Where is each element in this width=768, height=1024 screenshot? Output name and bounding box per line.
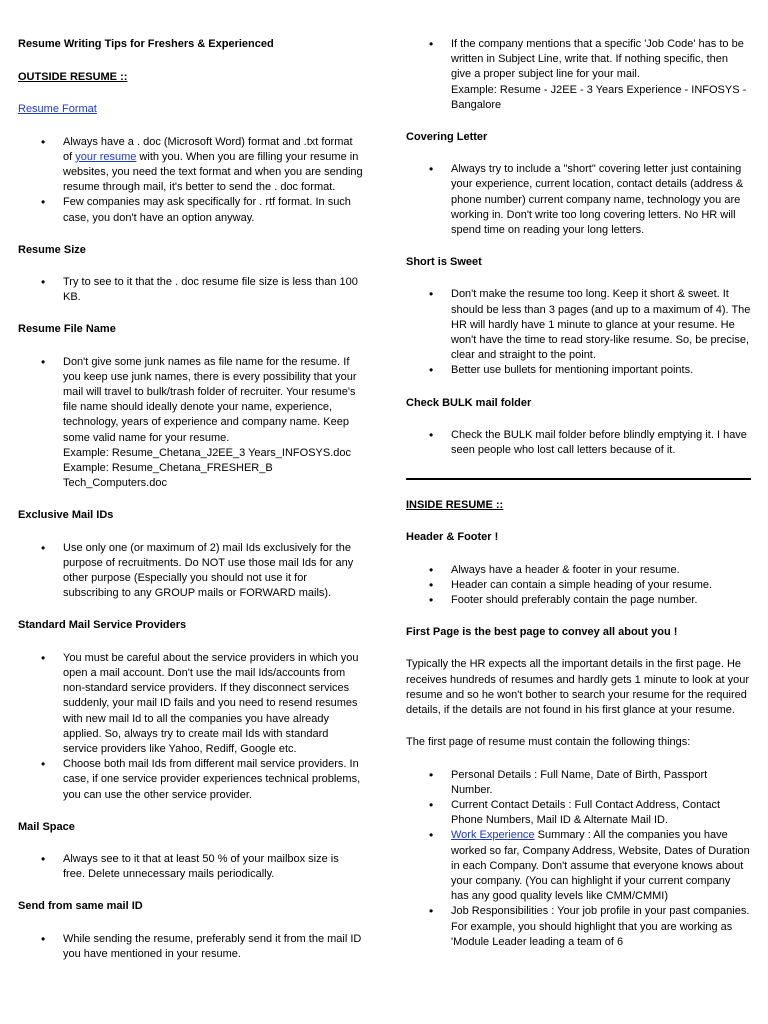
header-footer-list — [406, 563, 751, 609]
first-page-intro: The first page of resume must contain the following things: — [406, 736, 691, 749]
item-text: Summary : All the companies you have worked so far, Company Address, Website, Dates of Duration in each Company. Don't assume that everyone knows about your company. (You can highlight if your current company has any good quality levels like CMM/CMMI) — [451, 829, 750, 903]
bulk-folder-heading: Check BULK mail folder — [406, 396, 532, 409]
example-text: Example: Resume - J2EE - 3 Years Experience - INFOSYS - Bangalore — [451, 83, 747, 111]
mail-space-heading: Mail Space — [18, 820, 75, 833]
example-text: Example: Resume_Chetana_FRESHER_B Tech_Computers.doc — [63, 462, 273, 490]
inside-resume-heading — [406, 498, 751, 513]
resume-format-list — [18, 135, 363, 226]
list-item: • Header can contain a simple heading of your resume. — [451, 578, 751, 593]
header-footer-heading: Header & Footer ! — [406, 531, 499, 544]
list-item — [451, 37, 751, 113]
list-item: • Always try to include a "short" covering letter just containing your experience, current location, contact details (address & phone number) current company name, technology you are working in. Don't write too long covering letters. No HR will spend time on reading your long letters. — [451, 162, 751, 238]
exclusive-mail-list — [18, 541, 363, 602]
first-page-heading: First Page is the best page to convey all about you ! — [406, 626, 678, 639]
exclusive-mail-heading: Exclusive Mail IDs — [18, 509, 114, 522]
example-text: Example: Resume_Chetana_J2EE_3 Years_INFOSYS.doc — [63, 446, 351, 459]
item-text: Don't give some junk names as file name for the resume. If you keep use junk names, there is every possibility that your mail will travel to bulk/trash folder of recruiter. Your resume's file name should ideally denote your name, experience, technology, years of experience and company name. Keep some valid name for your resume. — [63, 355, 357, 444]
document-title: Resume Writing Tips for Freshers & Experienced — [18, 38, 274, 50]
list-item: • Footer should preferably contain the page number. — [451, 593, 751, 608]
send-same-list — [18, 932, 363, 962]
short-sweet-heading: Short is Sweet — [406, 256, 482, 269]
right-column — [406, 0, 751, 950]
list-item: • Always see to it that at least 50 % of your mailbox size is free. Delete unnecessary mails periodically. — [63, 852, 363, 882]
outside-resume-heading — [18, 70, 363, 85]
list-item: • Use only one (or maximum of 2) mail Ids exclusively for the purpose of recruitments. Do NOT use those mail Ids for any other purpose (Especially you should not use it for subscribing to any GROUP mails or FORWARD mails). — [63, 541, 363, 602]
list-item: • Personal Details : Full Name, Date of Birth, Passport Number. — [451, 768, 751, 798]
list-item: • While sending the resume, preferably send it from the mail ID you have mentioned in your resume. — [63, 932, 363, 962]
standard-providers-heading: Standard Mail Service Providers — [18, 619, 187, 632]
item-text: Always have a . doc (Microsoft Word) format and .txt format of — [63, 135, 353, 163]
list-item: • You must be careful about the service providers in which you open a mail account. Don't use the mail Ids/accounts from non-standard service providers. If they disconnect services suddenly, your mail ID fails and you need to resend resumes with new mail Id to all the companies you have already applied. So, always try to create mail Ids with standard service providers like Yahoo, Rediff, Google etc. — [63, 651, 363, 757]
resume-file-name-heading: Resume File Name — [18, 323, 116, 336]
work-experience-link[interactable]: Work Experience — [451, 829, 535, 842]
short-sweet-list — [406, 287, 751, 378]
item-text: with you. When you are filling your resume in websites, you need the text format and when you are sending resume through mail, it's better to send the . doc format. — [63, 150, 363, 194]
inside-resume-label: INSIDE RESUME — [406, 499, 493, 512]
list-item: • Always have a header & footer in your resume. — [451, 563, 751, 578]
list-item: • Few companies may ask specifically for . rtf format. In such case, you don't have an option anyway. — [63, 195, 363, 225]
resume-size-list — [18, 275, 363, 305]
list-item: • Don't make the resume too long. Keep it short & sweet. It should be less than 3 pages (and up to a maximum of 4). The HR will hardly have 1 minute to glance at your resume. He won't have the time to read story-like resume. So, be precise, clear and straight to the point. — [451, 287, 751, 363]
first-page-paragraph: Typically the HR expects all the important details in the first page. He receives hundreds of resumes and hardly gets 1 minute to look at your resume and so he won't bother to search your resume for the required details, if the details are not found in his first glance at your resume. — [406, 658, 750, 717]
list-item: • Job Responsibilities : Your job profile in your past companies. For example, you should highlight that you are working as 'Module Leader leading a team of 6 — [451, 904, 751, 950]
list-item: • Better use bullets for mentioning important points. — [451, 363, 751, 378]
list-item — [63, 355, 363, 492]
your-resume-link[interactable]: your resume — [75, 150, 137, 163]
list-item: • Current Contact Details : Full Contact Address, Contact Phone Numbers, Mail ID & Alternate Mail ID. — [451, 798, 751, 828]
resume-size-heading: Resume Size — [18, 243, 86, 256]
covering-letter-list — [406, 162, 751, 238]
list-item — [63, 135, 363, 196]
list-item: • Check the BULK mail folder before blindly emptying it. I have seen people who lost call letters because of it. — [451, 428, 751, 458]
outside-resume-suffix: :: — [117, 71, 128, 84]
bulk-folder-list — [406, 428, 751, 458]
standard-providers-list — [18, 651, 363, 803]
resume-format-link[interactable]: Resume Format — [18, 103, 97, 116]
mail-space-list — [18, 852, 363, 882]
covering-letter-heading: Covering Letter — [406, 131, 488, 144]
list-item — [451, 828, 751, 904]
list-item: • Choose both mail Ids from different mail service providers. In case, if one service provider experiences technical problems, you can use the other service provider. — [63, 757, 363, 803]
outside-resume-label: OUTSIDE RESUME — [18, 71, 118, 84]
inside-resume-suffix: :: — [492, 499, 504, 512]
job-code-list — [406, 37, 751, 113]
left-column — [18, 0, 363, 962]
first-page-list — [406, 768, 751, 950]
section-divider — [406, 478, 751, 480]
send-same-heading: Send from same mail ID — [18, 900, 143, 913]
list-item: • Try to see to it that the . doc resume file size is less than 100 KB. — [63, 275, 363, 305]
item-text: If the company mentions that a specific 'Job Code' has to be written in Subject Line, write that. If nothing specific, then give a proper subject line for your mail. — [451, 38, 744, 81]
resume-file-name-list — [18, 355, 363, 492]
